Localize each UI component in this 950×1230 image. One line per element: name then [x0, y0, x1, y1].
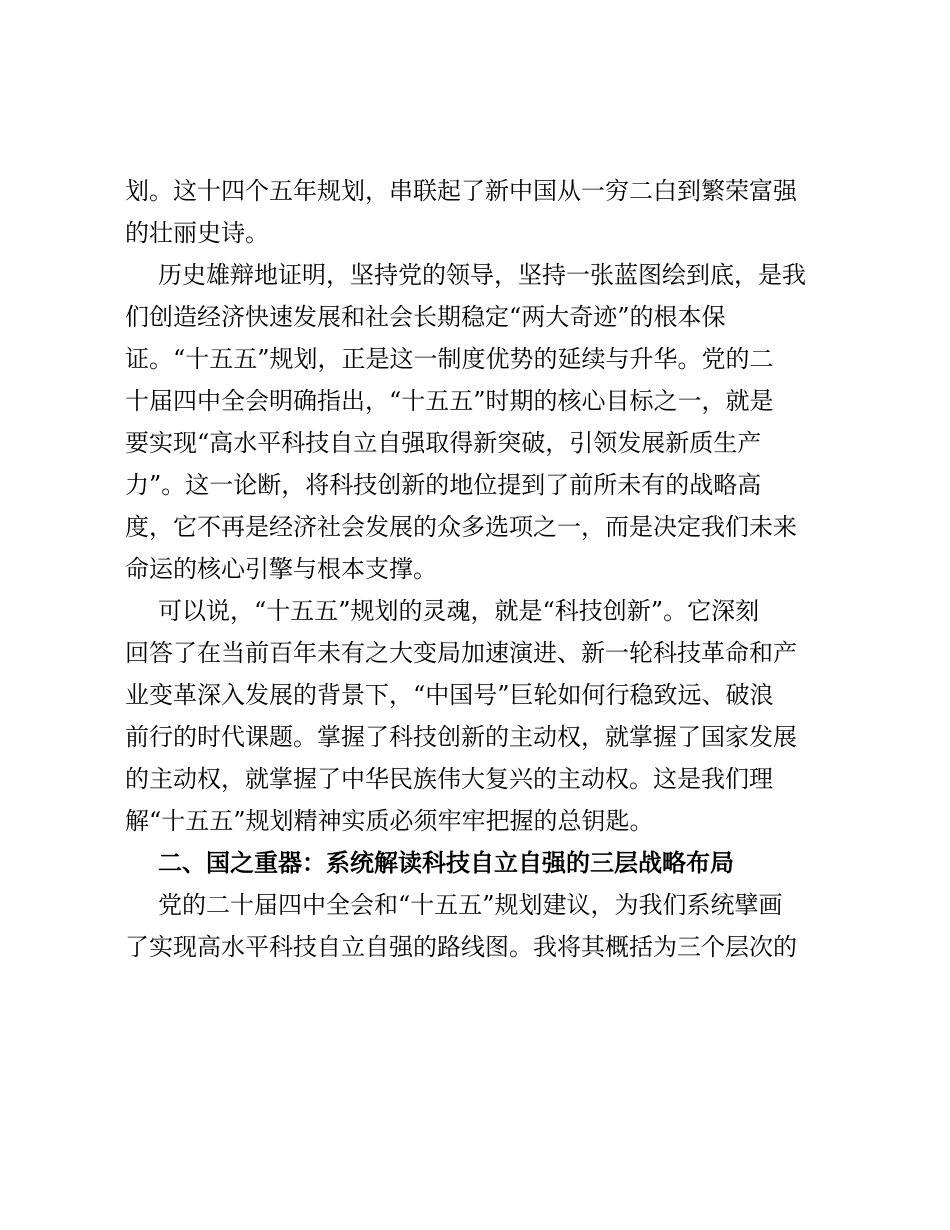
text-line: 回答了在当前百年未有之大变局加速演进、新一轮科技革命和产 — [125, 639, 797, 667]
text-line: 证。“十五五”规划，正是这一制度优势的延续与升华。党的二 — [125, 345, 774, 373]
text-line: 前行的时代课题。掌握了科技创新的主动权，就掌握了国家发展 — [125, 723, 797, 751]
paragraph-start-line: 党的二十届四中全会和“十五五”规划建议，为我们系统擘画 — [158, 891, 783, 919]
text-line: 要实现“高水平科技自立自强取得新突破，引领发展新质生产 — [125, 429, 762, 457]
text-line: 解“十五五”规划精神实质必须牢牢把握的总钥匙。 — [125, 807, 654, 835]
paragraph-start-line: 可以说，“十五五”规划的灵魂，就是“科技创新”。它深刻 — [158, 597, 760, 625]
text-line: 力”。这一论断，将科技创新的地位提到了前所未有的战略高 — [125, 471, 762, 499]
text-line: 的主动权，就掌握了中华民族伟大复兴的主动权。这是我们理 — [125, 765, 773, 793]
text-line: 们创造经济快速发展和社会长期稳定“两大奇迹”的根本保 — [125, 303, 726, 331]
document-body — [125, 170, 830, 968]
text-line: 划。这十四个五年规划，串联起了新中国从一穷二白到繁荣富强 — [125, 177, 797, 205]
text-line: 的壮丽史诗。 — [125, 219, 269, 247]
paragraph-start-line: 历史雄辩地证明，坚持党的领导，坚持一张蓝图绘到底，是我 — [158, 261, 806, 289]
text-line: 业变革深入发展的背景下，“中国号”巨轮如何行稳致远、破浪 — [125, 681, 774, 709]
text-line: 命运的核心引擎与根本支撑。 — [125, 555, 437, 583]
section-heading: 二、国之重器：系统解读科技自立自强的三层战略布局 — [158, 849, 734, 877]
text-line: 了实现高水平科技自立自强的路线图。我将其概括为三个层次的 — [125, 933, 797, 961]
text-line: 十届四中全会明确指出，“十五五”时期的核心目标之一，就是 — [125, 387, 774, 415]
text-line: 度，它不再是经济社会发展的众多选项之一，而是决定我们未来 — [125, 513, 797, 541]
